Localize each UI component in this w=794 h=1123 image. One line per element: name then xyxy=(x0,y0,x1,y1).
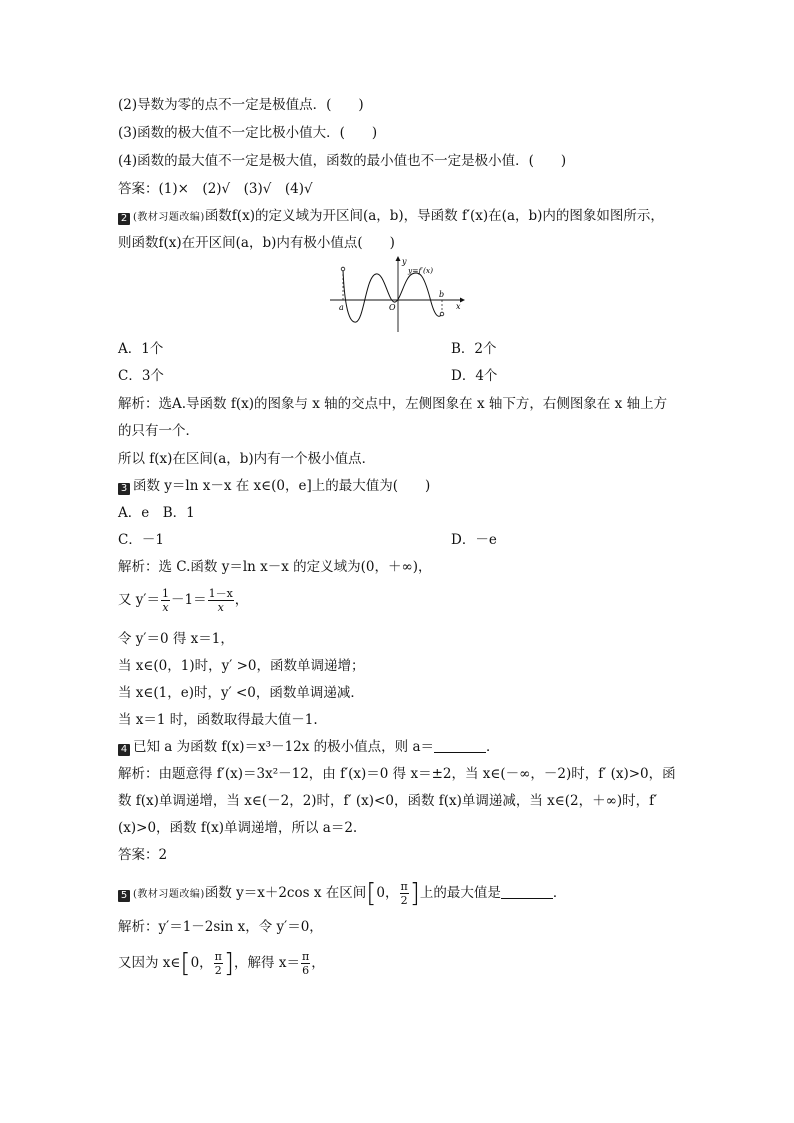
x-label: x xyxy=(456,302,461,311)
q2-source-tag: (教材习题改编) xyxy=(133,212,205,223)
answer-blank[interactable] xyxy=(434,740,486,753)
q5-solution-1: 解析：y′＝1－2sin x，令 y′＝0， xyxy=(118,919,323,935)
q5-sol2-left: 0， xyxy=(190,955,213,971)
q2-solution-1: 解析：选A.导函数 f(x)的图象与 x 轴的交点中，左侧图象在 x 轴下方，右侧图象在 x 轴上方 xyxy=(118,396,668,412)
derivative-graph xyxy=(326,254,466,336)
fraction-pi-over-2 xyxy=(214,950,223,977)
statement-2: (2)导数为零的点不一定是极值点．( ) xyxy=(118,97,364,113)
q2-option-a: A．1个 xyxy=(118,341,164,357)
q3-solution-2 xyxy=(118,584,248,616)
a-label: a xyxy=(339,303,344,312)
q3-number-badge: 3 xyxy=(118,483,130,495)
left-bracket: [ xyxy=(366,878,377,909)
q4-answer: 答案：2 xyxy=(118,847,168,863)
q3-solution-4: 当 x∈(0，1)时，y′ >0，函数单调递增； xyxy=(118,658,365,674)
fraction-1-over-x xyxy=(161,587,170,614)
q5-stem xyxy=(118,876,566,912)
q2-number-badge: 2 xyxy=(118,213,130,225)
q3-sol2-post: ， xyxy=(234,592,249,608)
q5-sol2-mid: ，解得 x＝ xyxy=(234,955,300,971)
frac-den: x xyxy=(162,601,169,614)
frac-num: π xyxy=(301,950,310,963)
q4-solution-3: (x)>0，函数 f(x)单调递增，所以 a＝2. xyxy=(118,820,358,836)
statement-3: (3)函数的极大值不一定比极小值大．( ) xyxy=(118,125,378,141)
q2-stem-text: 函数f(x)的定义域为开区间(a，b)，导函数 f′(x)在(a，b)内的图象如图所示， xyxy=(204,208,664,224)
frac-den: 2 xyxy=(400,894,408,907)
q5-solution-2 xyxy=(118,946,325,980)
q3-sol2-pre: 又 y′＝ xyxy=(118,592,160,608)
right-open-point xyxy=(440,312,444,316)
left-bracket: [ xyxy=(180,948,191,979)
right-bracket: ] xyxy=(409,878,420,909)
q3-option-d: D．－e xyxy=(451,532,497,548)
q4-number-badge: 4 xyxy=(118,744,130,756)
frac-num: π xyxy=(214,950,222,963)
q5-stem-post: 上的最大值是 xyxy=(419,885,501,901)
q3-solution-1: 解析：选 C.函数 y＝ln x－x 的定义域为(0，＋∞)， xyxy=(118,559,432,575)
q2-stem-line2: 则函数f(x)在开区间(a，b)内有极小值点( ) xyxy=(118,235,395,251)
q3-solution-6: 当 x＝1 时，函数取得最大值－1. xyxy=(118,712,318,728)
x-axis-arrow xyxy=(460,298,465,303)
frac-num: 1－x xyxy=(208,587,233,600)
fraction-pi-over-6 xyxy=(301,950,310,977)
fraction-1-minus-x-over-x xyxy=(208,587,234,614)
answer-q1: 答案：(1)× (2)√ (3)√ (4)√ xyxy=(118,181,313,197)
right-bracket: ] xyxy=(223,948,235,979)
q4-stem-end: ． xyxy=(486,739,500,755)
frac-den: 2 xyxy=(214,964,222,977)
b-label: b xyxy=(439,290,445,299)
q4-solution-2: 数 f(x)单调递增，当 x∈(－2，2)时，f′ (x)<0，函数 f(x)单调递减，当 x∈(2，＋∞)时，f′ xyxy=(118,793,658,809)
fraction-pi-over-2 xyxy=(400,880,409,907)
answer-blank[interactable] xyxy=(501,886,553,899)
derivative-curve xyxy=(343,270,445,322)
q3-option-c: C．－1 xyxy=(118,532,164,548)
q4-stem xyxy=(118,738,500,756)
frac-num: π xyxy=(400,880,408,893)
origin-label: O xyxy=(389,303,396,312)
q3-stem-text: 函数 y＝ln x－x 在 x∈(0，e]上的最大值为( ) xyxy=(133,478,431,494)
func-label: y=f′(x) xyxy=(408,266,434,275)
q2-stem-line1 xyxy=(118,207,664,227)
q5-stem-pre: 函数 y＝x＋2cos x 在区间 xyxy=(204,885,367,901)
q2-option-c: C．3个 xyxy=(118,368,164,384)
q5-sol2-pre: 又因为 x∈ xyxy=(118,955,181,971)
q5-sol2-end: ， xyxy=(311,955,325,971)
q2-option-d: D．4个 xyxy=(451,368,498,384)
q3-sol2-mid: －1＝ xyxy=(170,592,207,608)
frac-den: x xyxy=(217,601,224,614)
q2-solution-3: 所以 f(x)在区间(a，b)内有一个极小值点． xyxy=(118,451,376,467)
q3-solution-5: 当 x∈(1，e)时，y′ <0，函数单调递减． xyxy=(118,685,364,701)
q2-solution-2: 的只有一个． xyxy=(118,423,199,439)
q5-interval-left: 0， xyxy=(376,885,399,901)
q4-stem-text: 已知 a 为函数 f(x)＝x³－12x 的极小值点，则 a＝ xyxy=(133,739,435,755)
q5-source-tag: (教材习题改编) xyxy=(133,889,205,900)
y-axis-arrow xyxy=(396,256,401,261)
q2-option-b: B．2个 xyxy=(451,341,497,357)
q5-stem-end: ． xyxy=(552,885,567,901)
statement-4: (4)函数的最大值不一定是极大值，函数的最小值也不一定是极小值．( ) xyxy=(118,153,567,169)
frac-num: 1 xyxy=(161,587,169,600)
left-open-point xyxy=(341,267,345,271)
q3-option-ab: A．e B．1 xyxy=(118,505,195,521)
q5-number-badge: 5 xyxy=(118,890,130,902)
y-label: y xyxy=(402,257,407,266)
frac-den: 6 xyxy=(302,964,310,977)
q3-stem xyxy=(118,477,430,495)
q3-solution-3: 令 y′＝0 得 x＝1， xyxy=(118,631,234,647)
q4-solution-1: 解析：由题意得 f′(x)＝3x²－12，由 f′(x)＝0 得 x＝±2，当 x∈(－∞，－2)时，f′ (x)>0，函 xyxy=(118,766,676,782)
